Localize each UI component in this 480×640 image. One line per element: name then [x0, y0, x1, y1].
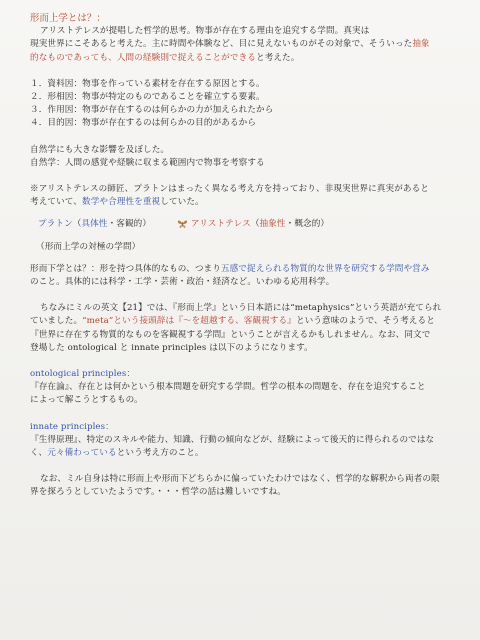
comparison-row	[30, 218, 454, 231]
intro-text-end: と考えた。	[255, 52, 300, 63]
etymology-text-end: という意味のようで、そう考えると	[295, 316, 435, 327]
list-item: １．資料因：物事を作っている素材を存在する原因とする。	[30, 78, 265, 89]
physics-line-2: のこと。具体的には科学・工学・芸術・政治・経済など。いわゆる応用科学。	[30, 277, 335, 288]
intro-highlight-b: 的なものであっても、人間の経験則で捉えることができる	[30, 52, 256, 63]
innate-line-2	[30, 447, 454, 460]
ontological-line-2: によって解こうとするもの。	[30, 395, 143, 406]
physics-highlight: 五感で捉えられる物質的な世界を研究する学問や営み	[220, 263, 430, 274]
list-item: ４．目的因：物事が存在するのは何らかの目的があるから	[30, 118, 257, 129]
natural-line-1: 自然学にも大きな影響を及ぼした。	[30, 144, 170, 155]
intro-line-1	[30, 25, 454, 38]
intro-line-3	[30, 52, 454, 65]
list-item: ２．形相因：物事が特定のものであることを確立する要素。	[30, 92, 265, 103]
closing-line-1: なお、ミル自身は特に形而上や形而下どちらかに偏っていたわけではなく、哲学的な解釈から両者の限	[40, 474, 440, 485]
innate-highlight: 元々備わっている	[47, 448, 117, 459]
list-item: ３．作用因：物事が存在するのは何らかの力が加えられたから	[30, 105, 274, 116]
intro-line-2	[30, 38, 454, 51]
plato-rest: ・客観的）	[107, 219, 152, 230]
plato-note-line-1: ※アリストテレスの師匠、プラトンはまったく異なる考え方を持っており、非現実世界に真実があると	[30, 184, 429, 195]
closing-line-2: 界を探ろうとしていたようです。・・・哲学の話は難しいですね。	[30, 487, 286, 498]
plato-label	[38, 218, 151, 231]
innate-line-1: 『生得原理』、特定のスキルや能力、知識、行動の傾向などが、経験によって後天的に得られるのではな	[30, 434, 435, 445]
ontological-line-1: 『存在論』、存在とは何かという根本問題を研究する学問。哲学の根本の問題を、存在を追究すること	[30, 382, 426, 393]
intro-text-b: 現実世界にこそあると考えた。主に時間や体験など、目に見えないものがその対象で、そういった	[30, 39, 413, 50]
page-title: 形而上学とは？：	[30, 13, 106, 24]
etymology-line-2	[30, 315, 454, 328]
opposite-caption: （形而上学の対極の学問）	[36, 241, 141, 252]
physics-text: 形而下学とは？：形を持つ具体的なもの、つまり	[30, 263, 221, 274]
aristotle-name: アリストテレス	[190, 219, 251, 230]
intro-highlight-a: 抽象	[412, 39, 430, 50]
plato-name: プラトン	[38, 219, 73, 230]
plato-keyword: 具体性	[81, 219, 108, 230]
plato-note-highlight: 数学や合理性を重視	[82, 197, 161, 208]
etymology-line-4: 登場した ontological と innate principles は以下のようになります。	[30, 342, 313, 353]
plato-paren: （	[72, 219, 82, 230]
innate-text: く、	[30, 448, 48, 459]
plato-note-end: していた。	[160, 197, 204, 208]
innate-text-end: という考え方のこと。	[116, 448, 204, 459]
physics-line-1	[30, 263, 454, 276]
ontological-heading: ontological principles：	[30, 369, 136, 380]
innate-heading: innate principles：	[30, 421, 114, 432]
intro-text-a: アリストテレスが提唱した哲学的思考。物事が存在する理由を追究する学問。真実は	[40, 26, 370, 37]
butterfly-icon	[177, 219, 188, 229]
aristotle-paren: （	[250, 219, 260, 230]
natural-line-2: 自然学：人間の感覚や経験に収まる範囲内で物事を考察する	[30, 157, 265, 168]
plato-note-text: 考えていて、	[30, 197, 82, 208]
aristotle-rest: ・概念的）	[285, 219, 330, 230]
etymology-line-3: 『世界に存在する物質的なものを客観視する学問』ということが言えるかもしれません。なお、同文で	[30, 329, 431, 340]
four-causes-list	[30, 78, 454, 131]
etymology-text: ていました。	[30, 316, 83, 327]
aristotle-keyword: 抽象性	[259, 219, 286, 230]
plato-note-line-2	[30, 196, 454, 209]
aristotle-label	[177, 218, 329, 231]
etymology-highlight: “meta”という接頭辞は『〜を超越する、客観視する』	[82, 316, 296, 327]
notes-sheet	[30, 12, 454, 500]
etymology-line-1: ちなみにミルの英文【21】では、『形而上学』という日本語には“metaphysics”という英語が充てられ	[40, 303, 442, 314]
